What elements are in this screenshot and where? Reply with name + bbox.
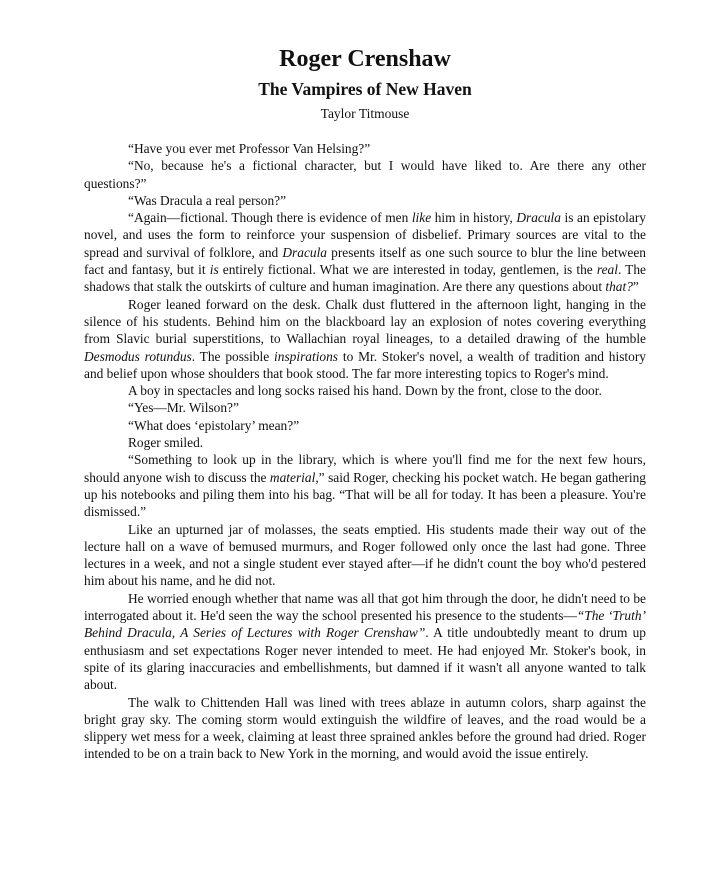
text-run: him in history, [431,210,517,226]
text-run: . The shadows that stalk the outskirts of culture and human imagination. Are there any questions about [84,262,647,295]
text-run: A boy in spectacles and long socks raised his hand. Down by the front, close to the door. [128,383,602,399]
text-run: “Have you ever met Professor Van Helsing?” [128,141,371,156]
text-run: to Mr. Stoker's novel, a wealth of tradition and history and belief upon whose shoulders that book stood. The far more interesting topics to Roger's mind. [84,348,647,381]
paragraph [84,296,646,382]
italic-text: real [596,262,618,278]
text-run: . A title undoubtedly meant to drum up enthusiasm and set expectations Roger never intended to meet. He had enjoyed Mr. Stoker's book, in spite of its glaring inaccuracies and embellishments, but damned if it wasn't all anyone wanted to talk about. [84,625,646,693]
paragraph [84,140,646,157]
document-title: Roger Crenshaw [279,46,451,72]
paragraph [84,521,646,590]
italic-text: Desmodus rotundus [84,348,192,364]
story-body [84,140,646,763]
text-run: The walk to Chittenden Hall was lined with trees ablaze in autumn colors, sharp against the bright gray sky. The coming storm would extinguish the wildfire of leaves, and the road would be a slippery wet mess for a week, claiming at least three sprained ankles before the ground had dried. Roger intended to be on a train back to New York in the morning, and would avoid the issue entirely. [84,694,646,762]
text-run: is an epistolary novel, and uses the form to reinforce your suspension of disbelief. Primary sources are vital to the spread and survival of folklore, and [84,210,646,260]
paragraph [84,590,646,694]
document-author: Taylor Titmouse [320,106,410,121]
text-run: Roger smiled. [128,435,204,451]
text-run: ,” said Roger, checking his pocket watch. He began gathering up his notebooks and piling them into his bag. “That will be all for today. It has been a pleasure. You're dismissed.” [84,469,646,520]
text-run: presents itself as one such source to blur the line between fact and fantasy, but it [84,244,647,278]
paragraph [84,157,646,192]
text-run: “Was Dracula a real person?” [128,192,287,208]
italic-text: that? [605,279,633,295]
paragraph [84,694,646,763]
text-run: . The possible [191,348,275,364]
text-run: “What does ‘epistolary’ mean?” [128,417,300,433]
text-run: He worried enough whether that name was all that got him through the door, he didn't need to be interrogated about it. He'd seen the way the school presented his presence to the students— [84,590,646,624]
paragraph [84,451,646,520]
text-run: Like an upturned jar of molasses, the seats emptied. His students made their way out of the lecture hall on a wave of bemused murmurs, and Roger followed only once the last had gone. Three lectures in a week, and not a single student ever stayed after—if he didn't count the boy who'd pestered him about his name, and he did not. [84,521,646,589]
italic-text: is [209,262,219,278]
text-run: ” [632,279,639,295]
document-page [84,44,646,763]
text-run: “Something to look up in the library, which is where you'll find me for the next few hours, should anyone wish to discuss the [84,452,646,485]
text-run: “No, because he's a fictional character, but I would have liked to. Are there any other questions?” [84,158,646,191]
text-run: “Yes—Mr. Wilson?” [128,400,239,416]
text-run: “Again—fictional. Though there is evidence of men [128,210,412,226]
italic-text: like [411,210,432,226]
paragraph [84,434,646,451]
paragraph [84,192,646,209]
italic-text: Dracula [282,244,328,260]
italic-text: inspirations [274,348,339,364]
paragraph [84,417,646,434]
paragraph [84,209,646,295]
text-run: Roger leaned forward on the desk. Chalk dust fluttered in the afternoon light, hanging in the silence of his students. Behind him on the blackboard lay an explosion of notes covering everything from Slavic burial superstitions, to Wallachian royal lineages, to a detailed drawing of the humble [84,296,646,347]
italic-text: Dracula [516,210,561,226]
text-run: entirely fictional. What we are interested in today, gentlemen, is the [218,262,597,278]
paragraph [84,382,646,399]
italic-text: material [269,469,316,485]
document-subtitle: The Vampires of New Haven [258,79,472,99]
italic-text: “The ‘Truth’ Behind Dracula, A Series of Lectures with Roger Crenshaw” [84,608,646,641]
paragraph [84,399,646,416]
